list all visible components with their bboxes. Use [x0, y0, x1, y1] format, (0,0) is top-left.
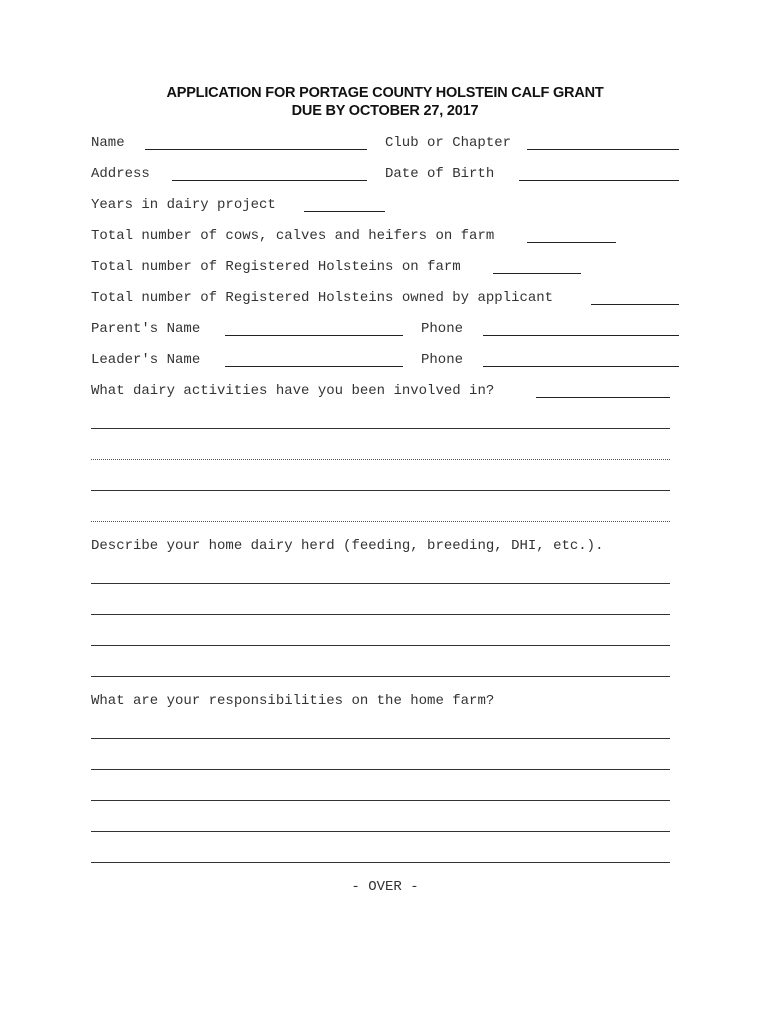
responsibilities-answer-line-4[interactable] — [91, 831, 670, 832]
responsibilities-answer-line-5[interactable] — [91, 862, 670, 863]
herd-answer-line-1[interactable] — [91, 583, 670, 584]
registered-on-farm-label: Total number of Registered Holsteins on farm — [91, 259, 461, 275]
activities-answer-line-1[interactable] — [91, 428, 670, 429]
activities-answer-line-3[interactable] — [91, 490, 670, 491]
name-label: Name — [91, 135, 125, 151]
parents-name-field[interactable] — [225, 335, 403, 336]
due-date-heading: DUE BY OCTOBER 27, 2017 — [291, 103, 479, 119]
address-label: Address — [91, 166, 150, 182]
form-title: APPLICATION FOR PORTAGE COUNTY HOLSTEIN CALF GRANT — [166, 85, 604, 101]
dob-label: Date of Birth — [385, 166, 495, 182]
responsibilities-answer-line-1[interactable] — [91, 738, 670, 739]
responsibilities-answer-line-3[interactable] — [91, 800, 670, 801]
address-field[interactable] — [172, 180, 367, 181]
activities-inline-field[interactable] — [536, 397, 670, 398]
leader-phone-field[interactable] — [483, 366, 679, 367]
herd-answer-line-4[interactable] — [91, 676, 670, 677]
responsibilities-question: What are your responsibilities on the home farm? — [91, 693, 495, 709]
herd-answer-line-2[interactable] — [91, 614, 670, 615]
registered-on-farm-field[interactable] — [493, 273, 581, 274]
parents-name-label: Parent's Name — [91, 321, 201, 337]
over-indicator: - OVER - — [351, 879, 419, 895]
herd-answer-line-3[interactable] — [91, 645, 670, 646]
activities-answer-line-4[interactable] — [91, 521, 670, 522]
years-label: Years in dairy project — [91, 197, 276, 213]
club-field[interactable] — [527, 149, 679, 150]
club-label: Club or Chapter — [385, 135, 512, 151]
total-cows-label: Total number of cows, calves and heifers on farm — [91, 228, 495, 244]
responsibilities-answer-line-2[interactable] — [91, 769, 670, 770]
dob-field[interactable] — [519, 180, 679, 181]
parent-phone-field[interactable] — [483, 335, 679, 336]
leaders-name-field[interactable] — [225, 366, 403, 367]
leader-phone-label: Phone — [421, 352, 464, 368]
activities-answer-line-2[interactable] — [91, 459, 670, 460]
total-cows-field[interactable] — [527, 242, 616, 243]
name-field[interactable] — [145, 149, 367, 150]
activities-question: What dairy activities have you been involved in? — [91, 383, 495, 399]
leaders-name-label: Leader's Name — [91, 352, 201, 368]
years-field[interactable] — [304, 211, 385, 212]
registered-owned-label: Total number of Registered Holsteins owned by applicant — [91, 290, 554, 306]
parent-phone-label: Phone — [421, 321, 464, 337]
registered-owned-field[interactable] — [591, 304, 679, 305]
herd-question: Describe your home dairy herd (feeding, breeding, DHI, etc.). — [91, 538, 604, 554]
